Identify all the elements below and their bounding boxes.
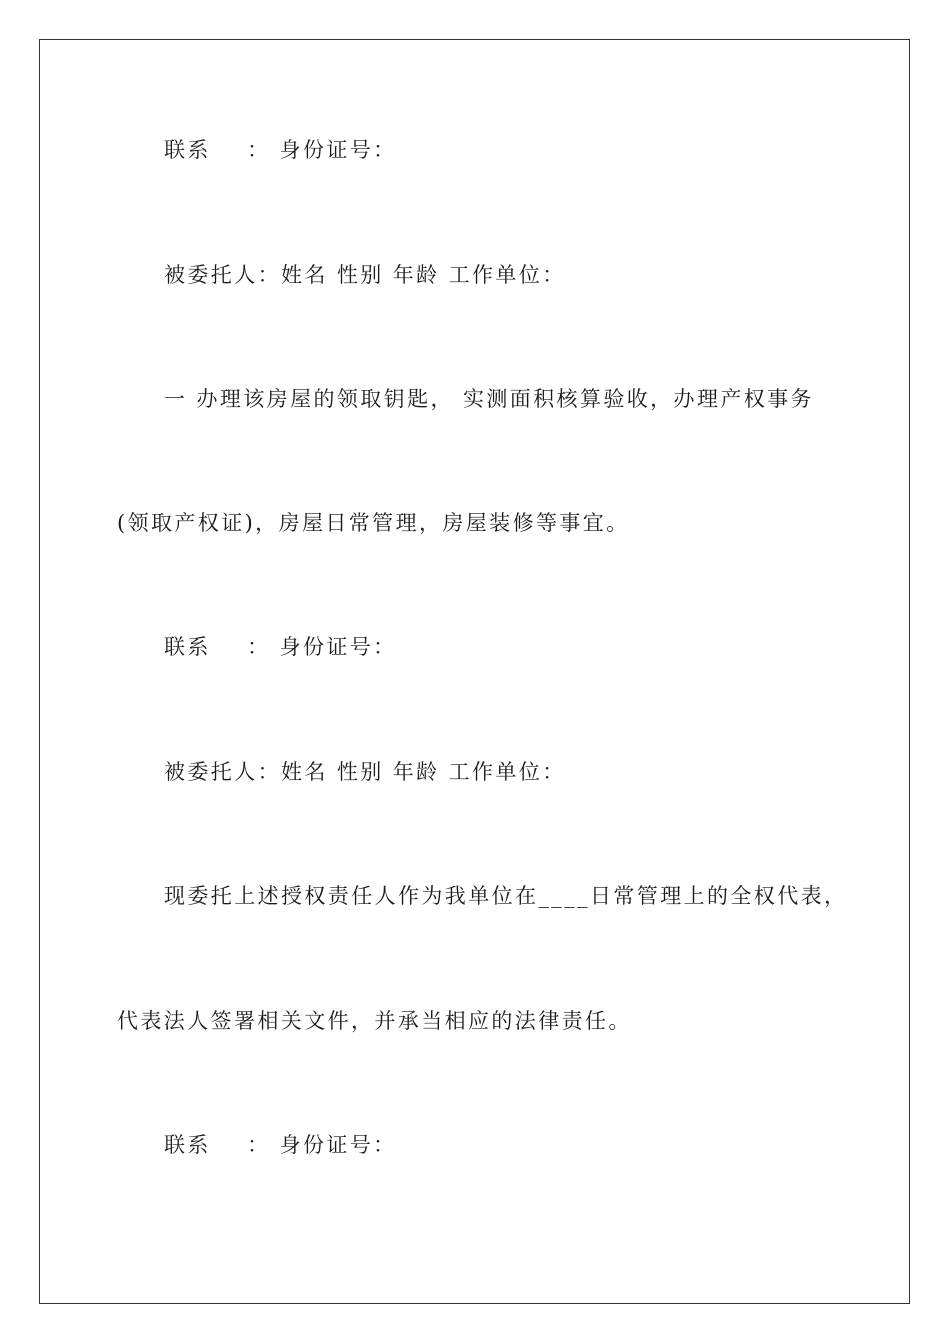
delegation-statement-line: 现委托上述授权责任人作为我单位在____日常管理上的全权代表， <box>164 884 848 908</box>
contact-line-1: 联系 ： 身份证号： <box>164 138 397 162</box>
contact-line-2: 联系 ： 身份证号： <box>164 635 397 659</box>
delegation-statement-continuation: 代表法人签署相关文件，并承当相应的法律责任。 <box>117 1009 632 1033</box>
authorization-scope-line: 一 办理该房屋的领取钥匙， 实测面积核算验收，办理产权事务 <box>164 387 814 411</box>
contact-line-3: 联系 ： 身份证号： <box>164 1133 397 1157</box>
document-page <box>39 39 910 1304</box>
trustee-line-2: 被委托人：姓名 性别 年龄 工作单位： <box>164 760 566 784</box>
trustee-line-1: 被委托人：姓名 性别 年龄 工作单位： <box>164 263 566 287</box>
authorization-scope-continuation: (领取产权证)，房屋日常管理，房屋装修等事宜。 <box>117 511 630 535</box>
